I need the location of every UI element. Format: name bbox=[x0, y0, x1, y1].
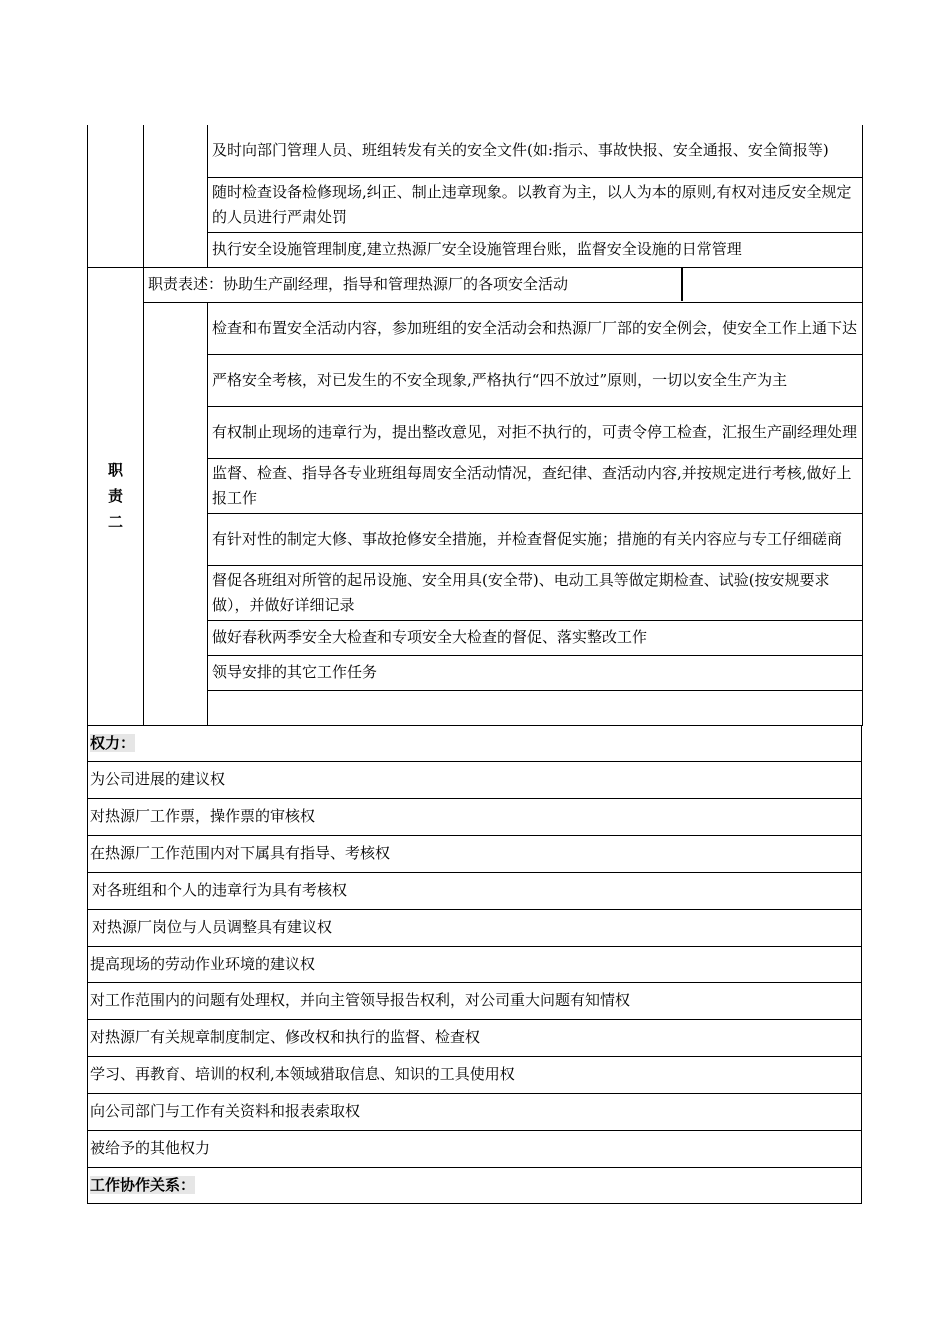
duty-one-item: 执行安全设施管理制度,建立热源厂安全设施管理台账，监督安全设施的日常管理 bbox=[208, 232, 863, 267]
duty-two-item: 检查和布置安全活动内容，参加班组的安全活动会和热源厂厂部的安全例会，使安全工作上通下达 bbox=[208, 302, 863, 354]
duty-two-description-blank bbox=[683, 268, 862, 301]
duty-two-item: 督促各班组对所管的起吊设施、安全用具(安全带)、电动工具等做定期检查、试验(按安规要求做），并做好详细记录 bbox=[208, 565, 863, 620]
job-description-document bbox=[87, 125, 862, 1204]
cooperation-heading-cell bbox=[88, 1167, 862, 1203]
power-item: 对工作范围内的问题有处理权，并向主管领导报告权利，对公司重大问题有知情权 bbox=[88, 982, 862, 1019]
duty-table bbox=[87, 125, 863, 726]
power-item: 为公司进展的建议权 bbox=[88, 761, 862, 798]
duty-two-label-char: 职 bbox=[107, 461, 123, 479]
powers-heading-cell bbox=[88, 725, 862, 761]
power-item: 提高现场的劳动作业环境的建议权 bbox=[88, 946, 862, 982]
duty-two-label-char: 责 bbox=[107, 487, 123, 505]
duty-two-empty-row bbox=[208, 690, 863, 725]
duty-one-sub-cell bbox=[144, 125, 208, 267]
duty-two-item: 监督、检查、指导各专业班组每周安全活动情况，查纪律、查活动内容,并按规定进行考核,做好上报工作 bbox=[208, 458, 863, 513]
powers-table bbox=[87, 725, 862, 1204]
duty-two-description-cell bbox=[144, 267, 863, 302]
power-item: 在热源厂工作范围内对下属具有指导、考核权 bbox=[88, 835, 862, 872]
power-item: 学习、再教育、培训的权利,本领域猎取信息、知识的工具使用权 bbox=[88, 1056, 862, 1093]
duty-two-item: 有针对性的制定大修、事故抢修安全措施，并检查督促实施；措施的有关内容应与专工仔细磋商 bbox=[208, 513, 863, 565]
power-item: 对各班组和个人的违章行为具有考核权 bbox=[88, 872, 862, 909]
duty-one-item: 随时检查设备检修现场,纠正、制止违章现象。以教育为主，以人为本的原则,有权对违反安全规定的人员进行严肃处罚 bbox=[208, 177, 863, 232]
duty-one-label-cell bbox=[88, 125, 144, 267]
duty-two-label-char: 二 bbox=[107, 513, 123, 531]
power-item: 被给予的其他权力 bbox=[88, 1130, 862, 1167]
powers-heading: 权力： bbox=[90, 733, 136, 752]
duty-two-item: 严格安全考核，对已发生的不安全现象,严格执行“四不放过”原则，一切以安全生产为主 bbox=[208, 354, 863, 406]
power-item: 向公司部门与工作有关资料和报表索取权 bbox=[88, 1093, 862, 1130]
duty-one-item: 及时向部门管理人员、班组转发有关的安全文件(如:指示、事故快报、安全通报、安全简报等) bbox=[208, 125, 863, 177]
duty-two-item: 领导安排的其它工作任务 bbox=[208, 655, 863, 690]
duty-two-description: 职责表述：协助生产副经理，指导和管理热源厂的各项安全活动 bbox=[144, 268, 683, 301]
duty-two-item: 做好春秋两季安全大检查和专项安全大检查的督促、落实整改工作 bbox=[208, 620, 863, 655]
power-item: 对热源厂有关规章制度制定、修改权和执行的监督、检查权 bbox=[88, 1019, 862, 1056]
power-item: 对热源厂岗位与人员调整具有建议权 bbox=[88, 909, 862, 946]
duty-two-label bbox=[88, 267, 144, 725]
duty-two-sub-cell bbox=[144, 302, 208, 725]
duty-two-item: 有权制止现场的违章行为，提出整改意见，对拒不执行的，可责令停工检查，汇报生产副经理处理 bbox=[208, 406, 863, 458]
power-item: 对热源厂工作票，操作票的审核权 bbox=[88, 798, 862, 835]
cooperation-heading: 工作协作关系： bbox=[90, 1175, 196, 1194]
